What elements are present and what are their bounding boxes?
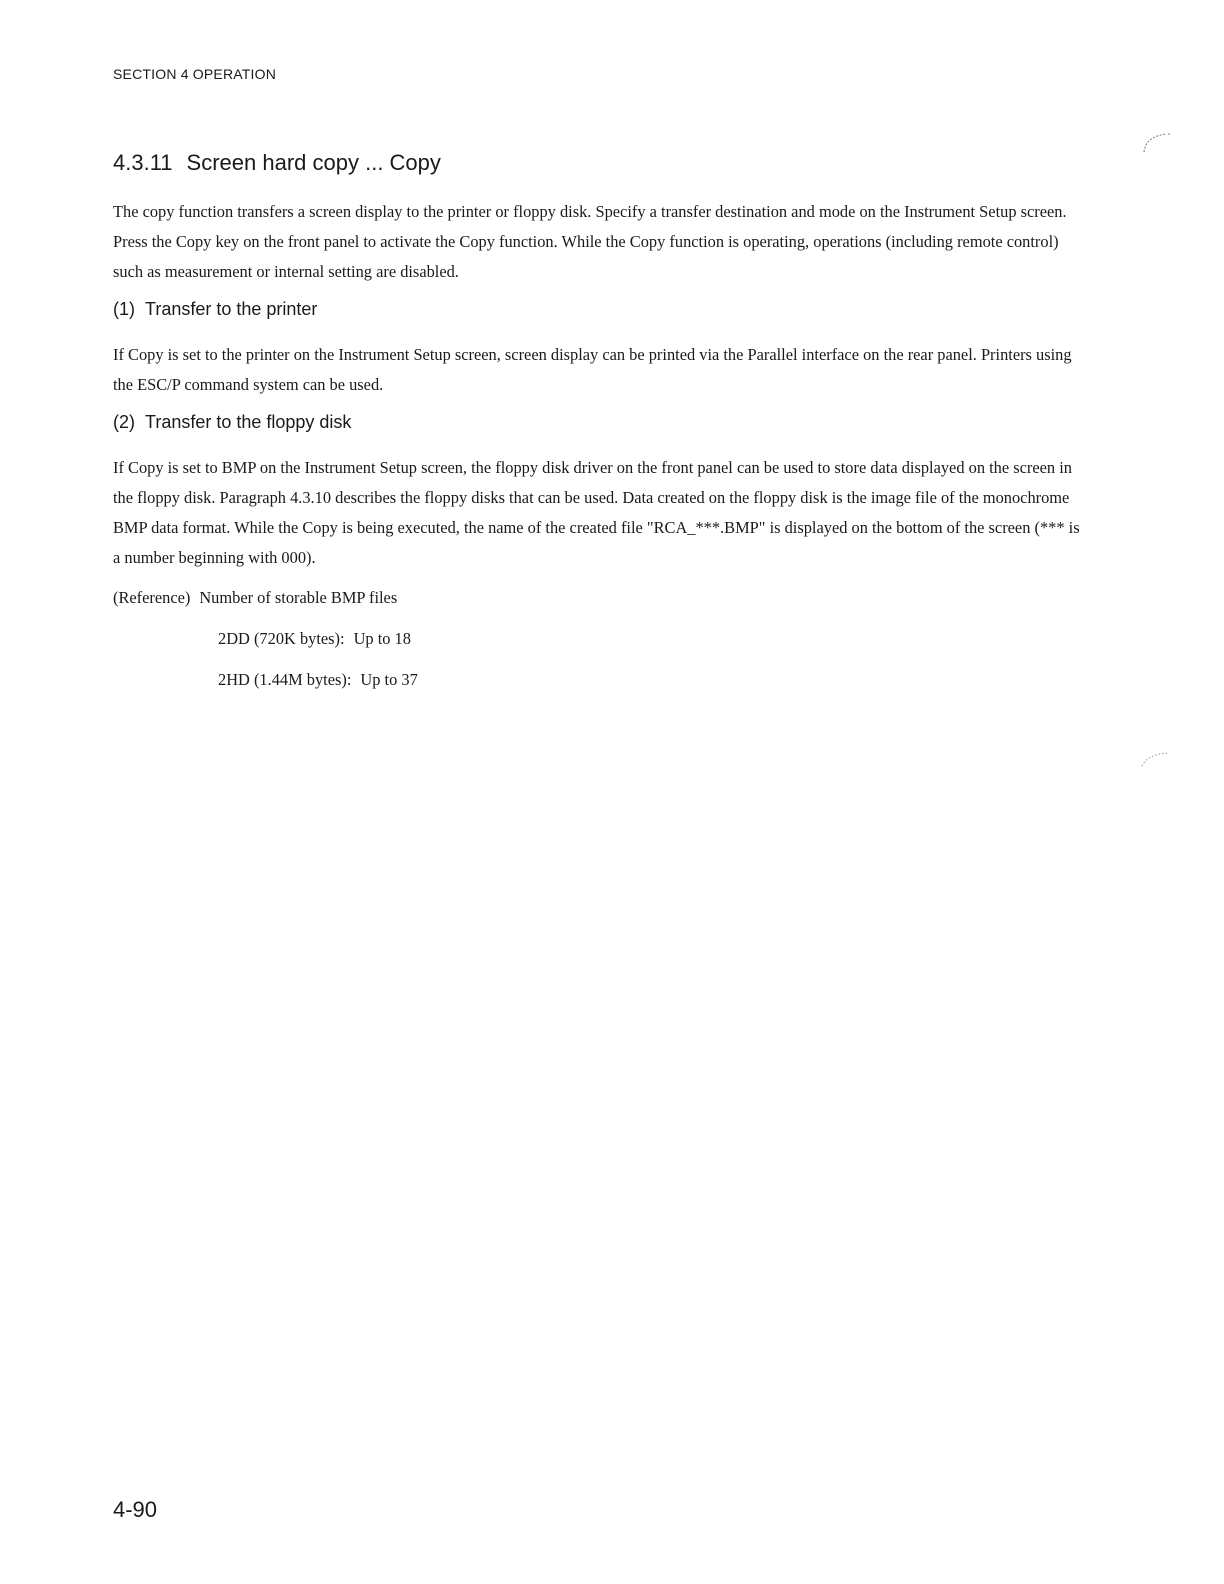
section-title: Screen hard copy ... Copy: [186, 150, 441, 175]
reference-media: 2DD (720K bytes):: [218, 629, 345, 648]
subsection-number: (1): [113, 299, 135, 319]
reference-row: [218, 667, 418, 693]
subsection-title: Transfer to the printer: [145, 299, 318, 319]
page-number: 4-90: [113, 1497, 158, 1522]
reference-capacity: Up to 37: [360, 670, 418, 689]
reference-note: [113, 585, 397, 611]
subsection-heading-printer: [113, 299, 317, 320]
printer-paragraph: If Copy is set to the printer on the Instrument Setup screen, screen display can be printed via the Parallel interface on the rear panel. Printers using the ESC/P command system can be used.: [113, 345, 1072, 394]
section-heading: [113, 150, 441, 176]
reference-capacity: Up to 18: [353, 629, 411, 648]
reference-media: 2HD (1.44M bytes):: [218, 670, 352, 689]
floppy-paragraph: If Copy is set to BMP on the Instrument Setup screen, the floppy disk driver on the front panel can be used to store data displayed on the screen in the floppy disk. Paragraph 4.3.10 describes the floppy disks that can be used. Data created on the floppy disk is the image file of the monochrome BMP data format. While the Copy is being executed, the name of the created file "RCA_***.BMP" is displayed on the bottom of the screen (*** is a number beginning with 000).: [113, 458, 1080, 567]
scan-artifact-mark: [1136, 744, 1176, 774]
reference-row: [218, 626, 411, 652]
subsection-number: (2): [113, 412, 135, 432]
reference-title: Number of storable BMP files: [199, 588, 398, 607]
subsection-title: Transfer to the floppy disk: [145, 412, 352, 432]
running-head: SECTION 4 OPERATION: [113, 66, 277, 82]
reference-label: (Reference): [113, 588, 191, 607]
scan-artifact-mark: [1136, 128, 1176, 158]
subsection-heading-floppy: [113, 412, 351, 433]
intro-paragraph: The copy function transfers a screen display to the printer or floppy disk. Specify a transfer destination and mode on the Instrument Setup screen. Press the Copy key on the front panel to activate the Copy function. While the Copy function is operating, operations (including remote control) such as measurement or internal setting are disabled.: [113, 202, 1067, 281]
section-number: 4.3.11: [113, 150, 173, 175]
